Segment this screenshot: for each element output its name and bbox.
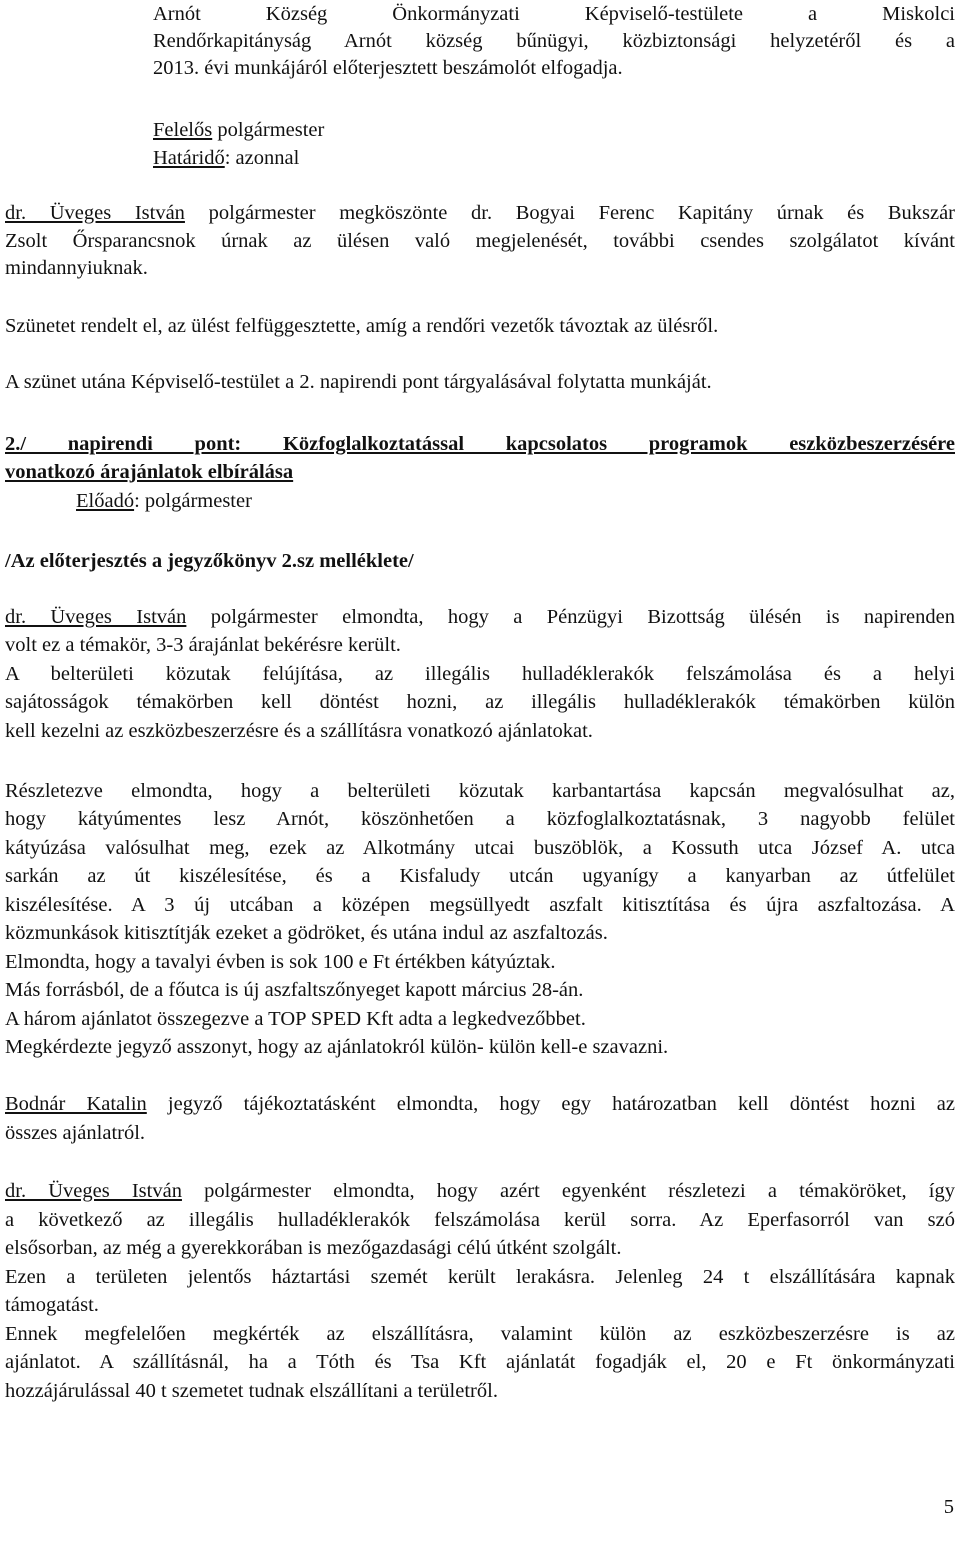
paragraph-line: a következő az illegális hulladéklerakók felszámolása kerül sorra. Az Eperfasorról van szó (5, 1209, 955, 1231)
speaker-name: Bodnár Katalin (5, 1093, 147, 1115)
responsible-line (153, 117, 955, 144)
text-run: polgármester elmondta, hogy a Pénzügyi Bizottság ülésén is napirenden (186, 606, 955, 628)
paragraph-line (5, 1091, 955, 1118)
speaker-name: dr. Üveges István (5, 1180, 182, 1202)
paragraph-line: Más forrásból, de a főutca is új aszfaltszőnyeget kapott március 28-án. (5, 979, 584, 1001)
paragraph-line: Szünetet rendelt el, az ülést felfüggesztette, amíg a rendőri vezetők távoztak az ülésről. (5, 315, 719, 337)
paragraph-line: hozzájárulással 40 t szemetet tudnak elszállítani a területről. (5, 1380, 498, 1402)
paragraph-line: Ennek megfelelően megkérték az elszállításra, valamint külön az eszközbeszerzésre is az (5, 1323, 955, 1345)
paragraph-line: sajátosságok témakörben kell döntést hozni, az illegális hulladéklerakók témakörben külön (5, 691, 955, 713)
paragraph-line: Részletezve elmondta, hogy a belterületi közutak karbantartása kapcsán megvalósulhat az, (5, 780, 955, 802)
deadline-line (153, 145, 955, 172)
paragraph-line: mindannyiuknak. (5, 257, 148, 279)
paragraph-line: elsősorban, az még a gyerekkorában is mezőgazdasági célú útként szolgált. (5, 1237, 622, 1259)
resolution-line: Arnót Község Önkormányzati Képviselő-testülete a Miskolci (153, 3, 955, 25)
responsible-value: polgármester (212, 119, 325, 141)
paragraph-line: A szünet utána Képviselő-testület a 2. napirendi pont tárgyalásával folytatta munkáját. (5, 371, 712, 393)
deadline-value: : azonnal (224, 147, 300, 169)
paragraph-line: közmunkások kitisztítják ezeket a gödröket, és utána indul az aszfaltozás. (5, 922, 608, 944)
deadline-label: Határidő (153, 147, 225, 169)
resolution-line: Rendőrkapitányság Arnót község bűnügyi, közbiztonsági helyzetéről és a (153, 30, 955, 52)
paragraph-line: Elmondta, hogy a tavalyi évben is sok 100 e Ft értékben kátyúztak. (5, 951, 556, 973)
paragraph-line: A belterületi közutak felújítása, az illegális hulladéklerakók felszámolása és a helyi (5, 663, 955, 685)
text-run: polgármester elmondta, hogy azért egyenként részletezi a témaköröket, így (181, 1180, 956, 1202)
paragraph-line: kiszélesítése. A 3 új utcában a középen megsüllyedt aszfalt kitisztítása és újra aszfaltozása. A (5, 894, 955, 916)
paragraph-line: sarkán az út kiszélesítése, és a Kisfaludy utcán ugyanígy a kanyarban az útfelület (5, 865, 955, 887)
paragraph-line: ajánlatot. A szállításnál, ha a Tóth és Tsa Kft ajánlatát fogadják el, 20 e Ft önkormányzati (5, 1351, 955, 1373)
resolution-line: 2013. évi munkájáról előterjesztett beszámolót elfogadja. (153, 57, 623, 79)
paragraph-line: hogy kátyúmentes lesz Arnót, köszönhetően a közfoglalkoztatásnak, 3 nagyobb felület (5, 808, 955, 830)
speaker-name: dr. Üveges István (5, 202, 185, 224)
presenter-label: Előadó (76, 490, 135, 512)
paragraph-line (5, 1178, 955, 1205)
paragraph-line: A három ajánlatot összegezve a TOP SPED Kft adta a legkedvezőbbet. (5, 1008, 586, 1030)
paragraph-line: Megkérdezte jegyző asszonyt, hogy az ajánlatokról külön- külön kell-e szavazni. (5, 1036, 669, 1058)
presenter-line (76, 488, 960, 515)
paragraph-line: támogatást. (5, 1294, 99, 1316)
paragraph-line: Ezen a területen jelentős háztartási szemét került lerakásra. Jelenleg 24 t elszállítására kapnak (5, 1266, 955, 1288)
paragraph-line: kell kezelni az eszközbeszerzésre és a szállításra vonatkozó ajánlatokat. (5, 720, 593, 742)
paragraph-line: volt ez a témakör, 3-3 árajánlat bekérésre került. (5, 634, 401, 656)
paragraph-line: Zsolt Őrsparancsnok úrnak az ülésen való megjelenését, további csendes szolgálatot kívánt (5, 230, 955, 252)
paragraph-line: kátyúzása valósulhat meg, ezek az Alkotmány utcai buszöblök, a Kossuth utca József A. utca (5, 837, 955, 859)
paragraph-line (5, 604, 955, 631)
text-run: jegyző tájékoztatásként elmondta, hogy egy határozatban kell döntést hozni az (146, 1093, 955, 1115)
attachment-note: /Az előterjesztés a jegyzőkönyv 2.sz melléklete/ (5, 550, 414, 572)
page-number: 5 (943, 1496, 954, 1518)
presenter-value: : polgármester (134, 490, 252, 512)
paragraph-line: összes ajánlatról. (5, 1122, 146, 1144)
agenda-heading: vonatkozó árajánlatok elbírálása (5, 461, 294, 483)
text-run: polgármester megköszönte dr. Bogyai Ferenc Kapitány úrnak és Bukszár (184, 202, 955, 224)
speaker-name: dr. Üveges István (5, 606, 187, 628)
agenda-heading: 2./ napirendi pont: Közfoglalkoztatással kapcsolatos programok eszközbeszerzésére (5, 433, 955, 455)
paragraph-line (5, 200, 955, 227)
responsible-label: Felelős (153, 119, 213, 141)
